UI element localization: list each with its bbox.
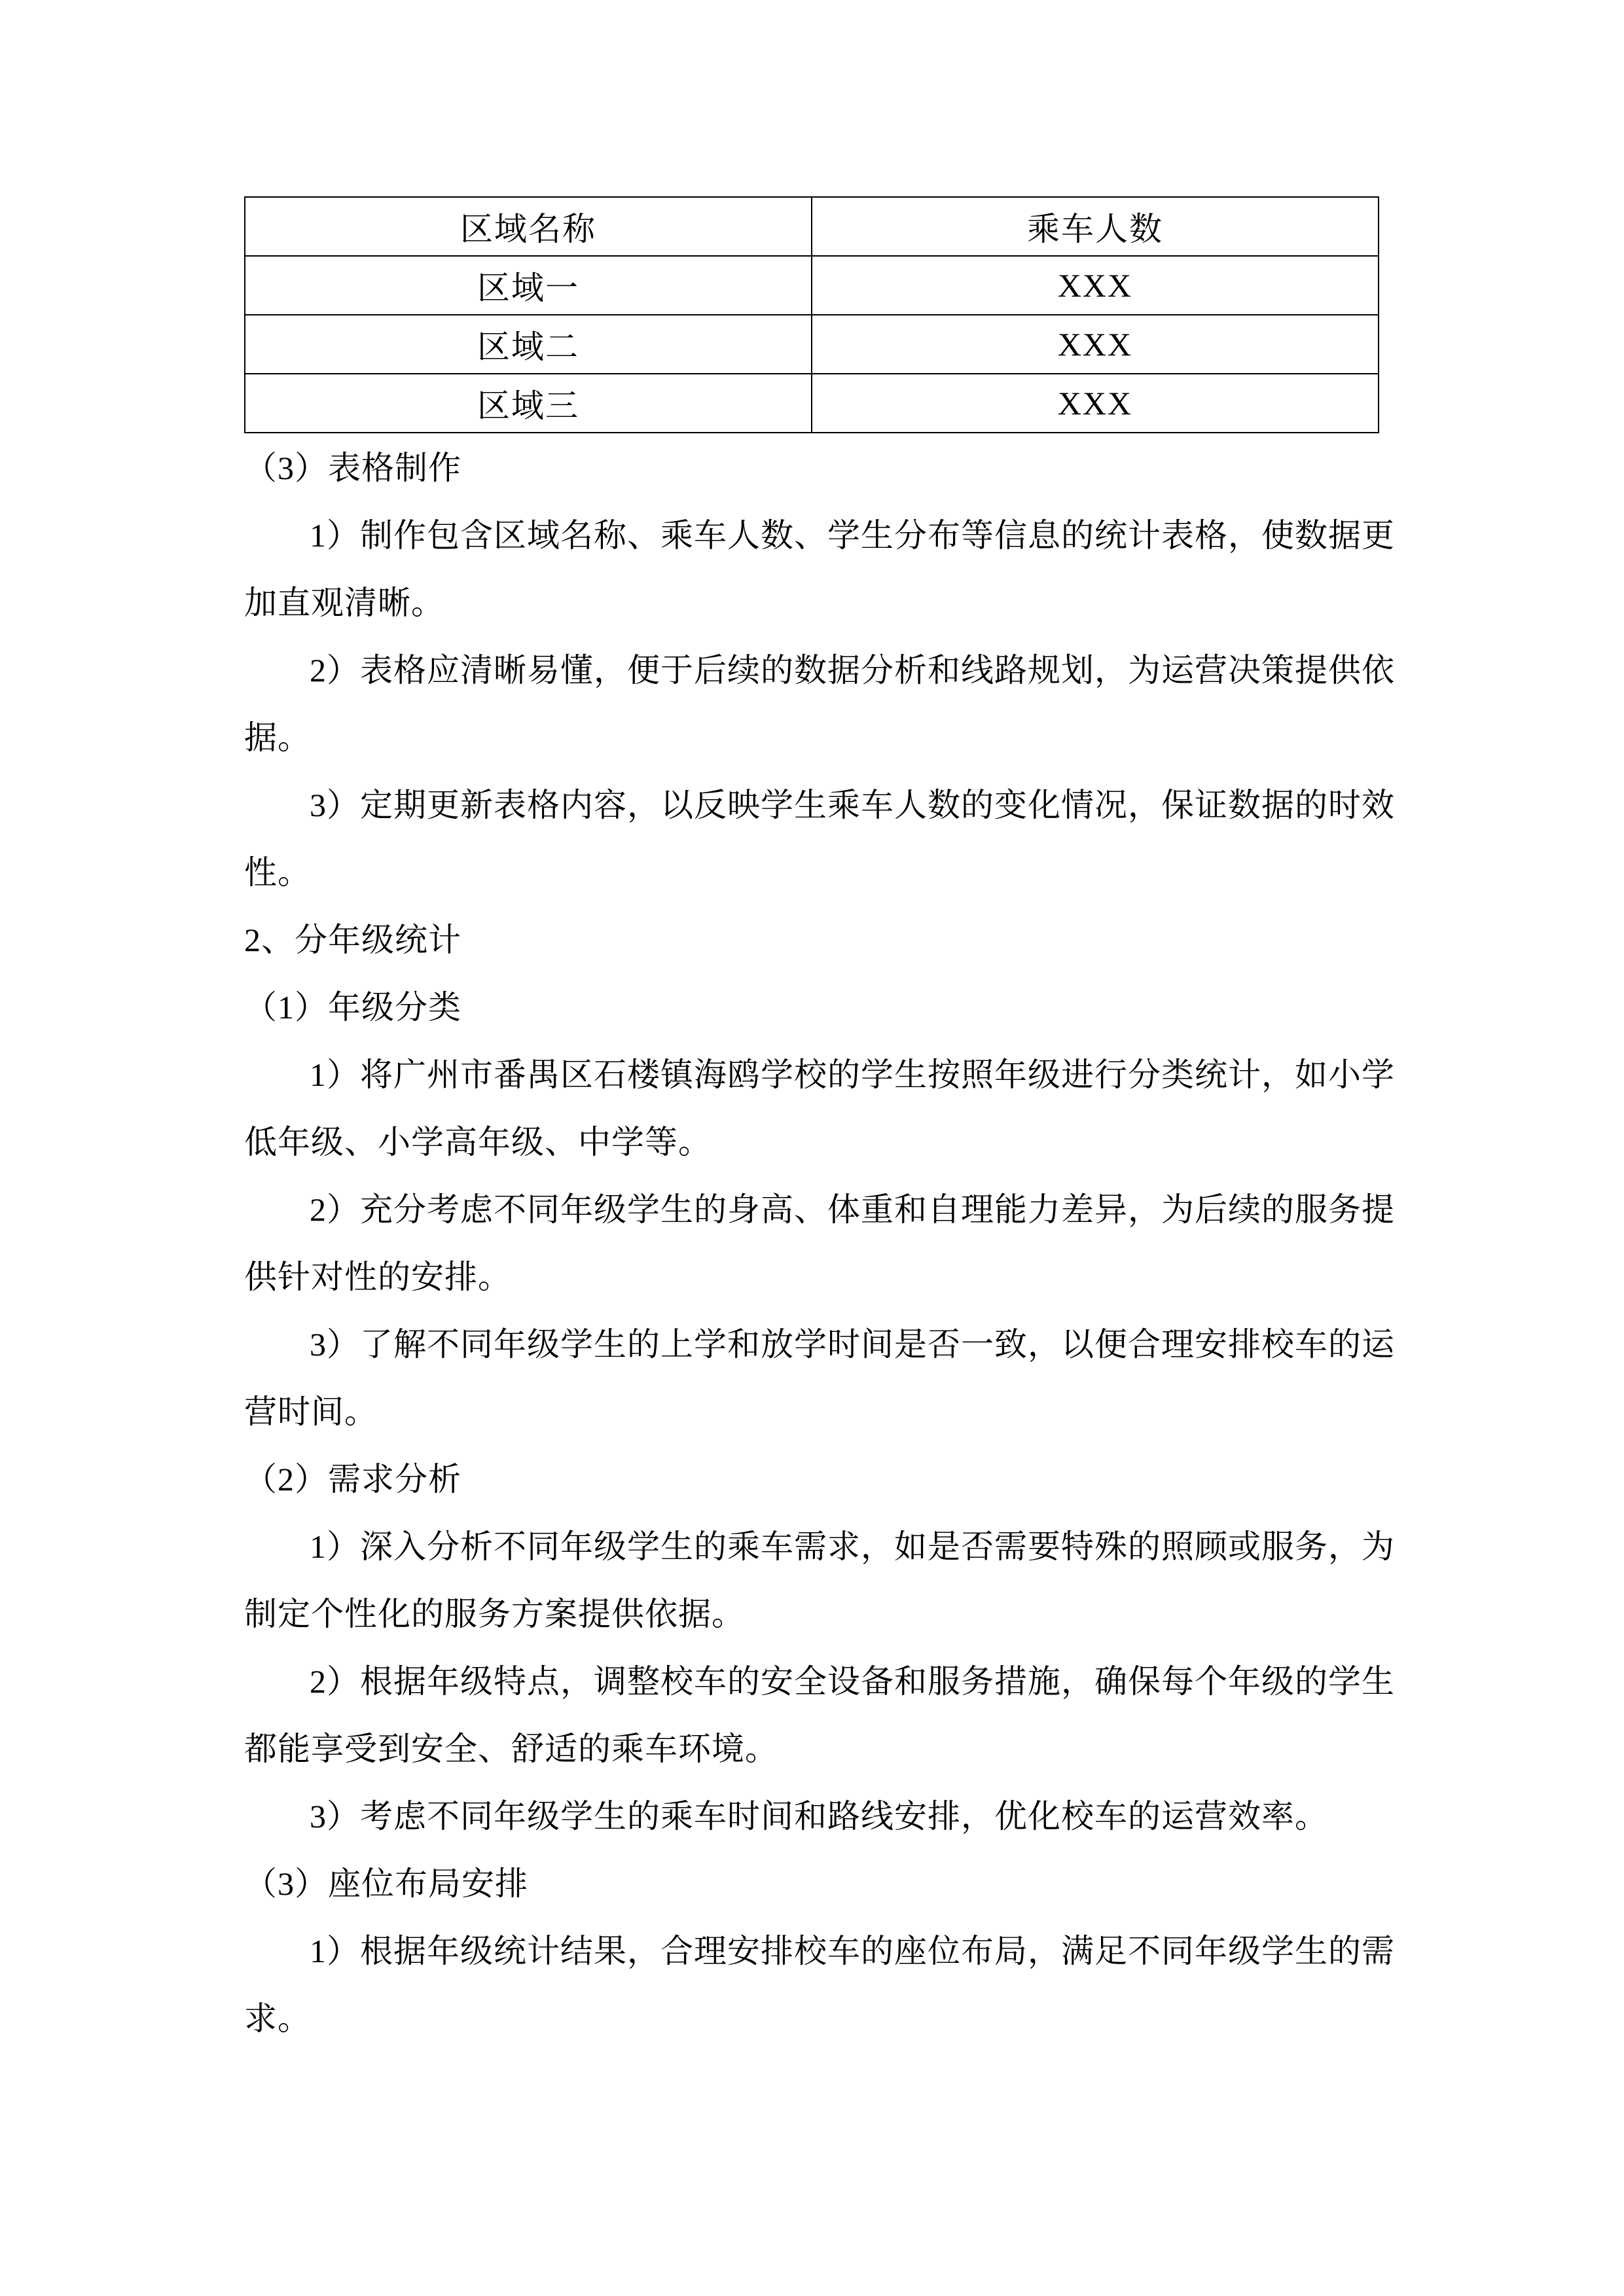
text-line: 求。 — [244, 2000, 311, 2037]
text-line: （3）表格制作 — [244, 450, 461, 486]
table-row — [245, 374, 1379, 433]
table-cell: XXX — [812, 315, 1379, 374]
text-line: 2、分年级统计 — [244, 922, 461, 958]
text-line: 供针对性的安排。 — [244, 1259, 511, 1295]
table-cell: 区域二 — [245, 315, 812, 374]
table-header-row — [245, 197, 1379, 256]
text-line: （3）座位布局安排 — [244, 1865, 528, 1902]
text-line: 2）充分考虑不同年级学生的身高、体重和自理能力差异，为后续的服务提 — [310, 1191, 1395, 1228]
text-line: （2）需求分析 — [244, 1461, 461, 1498]
table-row — [245, 315, 1379, 374]
region-riders-table — [244, 196, 1379, 433]
text-line: 制定个性化的服务方案提供依据。 — [244, 1596, 745, 1632]
table-header-rider-count: 乘车人数 — [812, 197, 1379, 256]
text-line: 低年级、小学高年级、中学等。 — [244, 1124, 712, 1160]
text-line: 1）制作包含区域名称、乘车人数、学生分布等信息的统计表格，使数据更 — [310, 517, 1395, 554]
text-line: 3）考虑不同年级学生的乘车时间和路线安排，优化校车的运营效率。 — [310, 1798, 1328, 1835]
text-line: 加直观清晰。 — [244, 584, 444, 621]
table-body — [245, 256, 1379, 433]
table-header-region-name: 区域名称 — [245, 197, 812, 256]
table-cell: 区域三 — [245, 374, 812, 433]
text-line: 营时间。 — [244, 1393, 378, 1430]
text-line: 3）了解不同年级学生的上学和放学时间是否一致，以便合理安排校车的运 — [310, 1326, 1395, 1363]
text-line: 2）根据年级特点，调整校车的安全设备和服务措施，确保每个年级的学生 — [310, 1663, 1395, 1700]
document-body — [244, 435, 1395, 2053]
text-line: 3）定期更新表格内容，以反映学生乘车人数的变化情况，保证数据的时效 — [310, 787, 1395, 823]
text-line: 1）深入分析不同年级学生的乘车需求，如是否需要特殊的照顾或服务，为 — [310, 1528, 1395, 1565]
table-cell: 区域一 — [245, 256, 812, 315]
text-line: 1）根据年级统计结果，合理安排校车的座位布局，满足不同年级学生的需 — [310, 1933, 1395, 1969]
table-cell: XXX — [812, 374, 1379, 433]
text-line: 1）将广州市番禺区石楼镇海鸥学校的学生按照年级进行分类统计，如小学 — [310, 1056, 1395, 1093]
text-line: 2）表格应清晰易懂，便于后续的数据分析和线路规划，为运营决策提供依 — [310, 652, 1395, 689]
text-line: 据。 — [244, 719, 311, 756]
text-line: 都能享受到安全、舒适的乘车环境。 — [244, 1731, 778, 1767]
table-row — [245, 256, 1379, 315]
table-cell: XXX — [812, 256, 1379, 315]
text-line: （1）年级分类 — [244, 989, 461, 1026]
text-line: 性。 — [244, 854, 311, 891]
